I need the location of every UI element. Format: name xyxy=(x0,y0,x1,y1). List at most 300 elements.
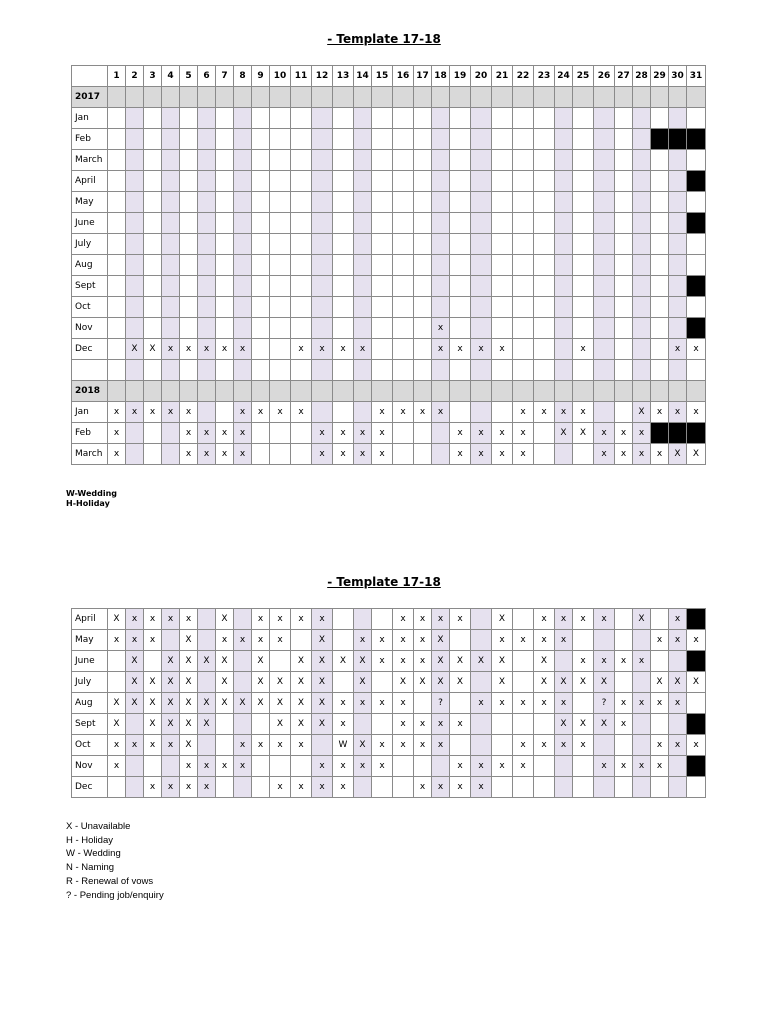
day-cell: x xyxy=(450,756,471,777)
day-cell xyxy=(333,402,354,423)
day-cell xyxy=(534,423,555,444)
day-cell: x xyxy=(573,402,594,423)
day-cell xyxy=(534,192,555,213)
day-cell xyxy=(534,318,555,339)
day-cell xyxy=(372,108,393,129)
day-cell xyxy=(234,276,252,297)
day-cell: X xyxy=(354,735,372,756)
day-cell xyxy=(312,129,333,150)
blocked-day-cell xyxy=(687,213,706,234)
day-cell xyxy=(393,756,414,777)
day-header: 2 xyxy=(126,66,144,87)
day-cell: X xyxy=(687,444,706,465)
day-cell: X xyxy=(633,609,651,630)
empty-cell xyxy=(354,381,372,402)
day-cell xyxy=(615,108,633,129)
day-cell xyxy=(633,318,651,339)
day-header: 14 xyxy=(354,66,372,87)
day-cell xyxy=(633,234,651,255)
day-cell xyxy=(234,213,252,234)
day-cell: x xyxy=(198,756,216,777)
empty-cell xyxy=(333,87,354,108)
day-cell xyxy=(651,255,669,276)
day-cell xyxy=(144,651,162,672)
day-cell xyxy=(594,777,615,798)
day-cell: x xyxy=(432,402,450,423)
day-cell xyxy=(354,213,372,234)
day-cell xyxy=(354,714,372,735)
day-cell: x xyxy=(615,651,633,672)
month-row xyxy=(72,213,706,234)
day-cell xyxy=(393,234,414,255)
day-cell: X xyxy=(492,651,513,672)
day-cell: x xyxy=(270,735,291,756)
day-cell xyxy=(180,297,198,318)
day-cell xyxy=(126,255,144,276)
day-cell xyxy=(414,423,432,444)
day-cell: X xyxy=(492,672,513,693)
day-cell xyxy=(615,735,633,756)
day-header: 1 xyxy=(108,66,126,87)
day-cell: X xyxy=(270,693,291,714)
day-cell xyxy=(333,609,354,630)
note-line: W-Wedding xyxy=(66,489,118,498)
day-cell xyxy=(534,714,555,735)
day-cell xyxy=(393,213,414,234)
day-cell: x xyxy=(651,630,669,651)
day-cell xyxy=(393,444,414,465)
empty-cell xyxy=(372,360,393,381)
day-cell: X xyxy=(594,672,615,693)
day-cell xyxy=(252,444,270,465)
day-cell: x xyxy=(126,609,144,630)
day-cell xyxy=(126,444,144,465)
day-cell xyxy=(216,297,234,318)
day-cell xyxy=(372,714,393,735)
day-cell xyxy=(471,672,492,693)
day-cell xyxy=(270,423,291,444)
day-cell xyxy=(555,108,573,129)
day-cell xyxy=(270,150,291,171)
day-cell: x xyxy=(393,402,414,423)
month-row xyxy=(72,234,706,255)
day-cell: X xyxy=(573,672,594,693)
month-row xyxy=(72,339,706,360)
day-header: 28 xyxy=(633,66,651,87)
day-cell xyxy=(555,651,573,672)
empty-cell xyxy=(252,381,270,402)
day-cell xyxy=(372,234,393,255)
empty-cell xyxy=(108,87,126,108)
day-header: 22 xyxy=(513,66,534,87)
day-header-row xyxy=(72,66,706,87)
day-cell: x xyxy=(291,339,312,360)
month-label: June xyxy=(72,651,108,672)
day-cell xyxy=(471,255,492,276)
day-cell: x xyxy=(234,735,252,756)
day-header: 7 xyxy=(216,66,234,87)
day-cell xyxy=(450,318,471,339)
day-cell: X xyxy=(180,714,198,735)
day-cell: X xyxy=(180,651,198,672)
empty-cell xyxy=(312,360,333,381)
day-cell: X xyxy=(252,651,270,672)
day-cell: X xyxy=(162,651,180,672)
day-header: 3 xyxy=(144,66,162,87)
day-cell: x xyxy=(651,402,669,423)
day-cell: x xyxy=(594,756,615,777)
day-cell: x xyxy=(312,609,333,630)
day-cell xyxy=(180,108,198,129)
day-cell: x xyxy=(333,693,354,714)
day-cell xyxy=(492,276,513,297)
day-cell xyxy=(471,402,492,423)
day-cell xyxy=(216,213,234,234)
availability-table-bottom xyxy=(71,608,706,798)
day-cell xyxy=(555,129,573,150)
day-cell xyxy=(270,651,291,672)
day-cell: x xyxy=(312,777,333,798)
day-cell: x xyxy=(669,339,687,360)
day-cell xyxy=(108,339,126,360)
day-cell xyxy=(180,276,198,297)
day-cell: x xyxy=(414,651,432,672)
blocked-day-cell xyxy=(669,423,687,444)
empty-cell xyxy=(198,381,216,402)
day-cell xyxy=(687,234,706,255)
day-cell xyxy=(492,213,513,234)
day-cell xyxy=(573,213,594,234)
day-cell xyxy=(687,255,706,276)
day-cell xyxy=(492,255,513,276)
day-cell xyxy=(270,108,291,129)
day-cell xyxy=(513,651,534,672)
day-cell xyxy=(555,777,573,798)
month-row xyxy=(72,402,706,423)
day-cell xyxy=(252,171,270,192)
empty-cell xyxy=(492,360,513,381)
day-cell xyxy=(198,255,216,276)
day-cell xyxy=(126,756,144,777)
day-cell xyxy=(432,423,450,444)
day-cell: x xyxy=(216,756,234,777)
day-cell: x xyxy=(312,423,333,444)
day-cell: x xyxy=(216,630,234,651)
day-cell xyxy=(108,192,126,213)
empty-cell xyxy=(333,360,354,381)
day-cell: x xyxy=(471,777,492,798)
day-cell xyxy=(594,735,615,756)
empty-cell xyxy=(615,87,633,108)
day-cell xyxy=(126,108,144,129)
day-cell xyxy=(291,171,312,192)
day-cell: x xyxy=(513,735,534,756)
day-cell xyxy=(687,108,706,129)
day-cell: x xyxy=(573,609,594,630)
month-row xyxy=(72,609,706,630)
empty-cell xyxy=(573,381,594,402)
day-cell xyxy=(180,318,198,339)
day-cell xyxy=(198,276,216,297)
day-cell: X xyxy=(312,672,333,693)
day-cell xyxy=(108,276,126,297)
day-cell xyxy=(291,630,312,651)
day-cell xyxy=(534,171,555,192)
day-cell xyxy=(651,777,669,798)
day-cell xyxy=(198,171,216,192)
day-cell xyxy=(573,318,594,339)
day-cell xyxy=(372,318,393,339)
day-cell: x xyxy=(651,444,669,465)
day-cell xyxy=(393,171,414,192)
day-cell xyxy=(450,171,471,192)
blocked-day-cell xyxy=(687,651,706,672)
month-label: Aug xyxy=(72,693,108,714)
day-cell xyxy=(615,672,633,693)
day-header: 19 xyxy=(450,66,471,87)
day-cell xyxy=(651,609,669,630)
day-cell xyxy=(633,297,651,318)
day-cell xyxy=(234,609,252,630)
day-cell xyxy=(312,402,333,423)
day-cell xyxy=(432,234,450,255)
blocked-day-cell xyxy=(651,129,669,150)
day-cell xyxy=(216,234,234,255)
day-cell: X xyxy=(450,651,471,672)
day-cell xyxy=(669,714,687,735)
day-cell: X xyxy=(126,339,144,360)
day-header: 30 xyxy=(669,66,687,87)
day-cell xyxy=(513,255,534,276)
day-cell xyxy=(234,297,252,318)
empty-cell xyxy=(594,87,615,108)
empty-cell xyxy=(471,381,492,402)
day-cell xyxy=(234,192,252,213)
day-cell xyxy=(555,339,573,360)
day-cell: x xyxy=(615,756,633,777)
day-cell xyxy=(180,192,198,213)
day-cell xyxy=(594,318,615,339)
month-label: Oct xyxy=(72,297,108,318)
empty-cell xyxy=(669,360,687,381)
empty-cell xyxy=(687,360,706,381)
day-cell xyxy=(471,297,492,318)
day-cell xyxy=(432,213,450,234)
day-cell xyxy=(372,276,393,297)
day-cell xyxy=(669,777,687,798)
day-cell: x xyxy=(354,693,372,714)
day-cell xyxy=(414,150,432,171)
month-row xyxy=(72,651,706,672)
day-cell xyxy=(432,444,450,465)
day-cell xyxy=(198,672,216,693)
day-cell xyxy=(633,213,651,234)
day-cell: x xyxy=(216,423,234,444)
empty-cell xyxy=(180,381,198,402)
day-cell xyxy=(594,171,615,192)
empty-cell xyxy=(594,381,615,402)
day-cell: x xyxy=(534,735,555,756)
day-cell xyxy=(492,318,513,339)
day-cell: X xyxy=(252,693,270,714)
empty-cell xyxy=(687,87,706,108)
day-cell xyxy=(471,735,492,756)
day-cell xyxy=(594,297,615,318)
day-cell: x xyxy=(471,339,492,360)
day-header: 24 xyxy=(555,66,573,87)
day-cell xyxy=(450,735,471,756)
day-cell xyxy=(471,630,492,651)
day-cell: x xyxy=(633,693,651,714)
day-cell xyxy=(414,255,432,276)
day-cell: x xyxy=(234,402,252,423)
day-cell xyxy=(372,339,393,360)
day-cell xyxy=(270,213,291,234)
day-cell: x xyxy=(252,630,270,651)
header-corner xyxy=(72,66,108,87)
day-cell: x xyxy=(234,756,252,777)
day-cell: X xyxy=(432,651,450,672)
day-cell xyxy=(144,255,162,276)
day-cell xyxy=(144,234,162,255)
day-cell: x xyxy=(555,693,573,714)
day-cell xyxy=(393,150,414,171)
day-cell xyxy=(573,234,594,255)
day-cell xyxy=(633,339,651,360)
day-cell xyxy=(513,714,534,735)
empty-cell xyxy=(651,87,669,108)
day-cell xyxy=(216,735,234,756)
month-row xyxy=(72,150,706,171)
empty-cell xyxy=(372,87,393,108)
day-cell xyxy=(108,234,126,255)
empty-cell xyxy=(432,360,450,381)
day-cell: X xyxy=(312,714,333,735)
day-cell xyxy=(333,192,354,213)
empty-cell xyxy=(144,87,162,108)
day-cell xyxy=(270,234,291,255)
day-cell: x xyxy=(234,339,252,360)
day-cell xyxy=(492,735,513,756)
day-cell xyxy=(108,171,126,192)
day-cell: x xyxy=(126,630,144,651)
day-cell xyxy=(615,192,633,213)
day-cell xyxy=(198,609,216,630)
blocked-day-cell xyxy=(687,423,706,444)
day-cell: x xyxy=(333,339,354,360)
day-cell xyxy=(534,150,555,171)
empty-cell xyxy=(594,360,615,381)
day-cell: x xyxy=(372,735,393,756)
day-cell: x xyxy=(234,444,252,465)
day-cell: x xyxy=(651,693,669,714)
day-cell: x xyxy=(450,423,471,444)
day-cell: x xyxy=(162,777,180,798)
day-cell xyxy=(534,756,555,777)
day-cell xyxy=(555,255,573,276)
day-cell xyxy=(216,255,234,276)
day-cell xyxy=(669,213,687,234)
empty-cell xyxy=(270,381,291,402)
empty-cell xyxy=(144,360,162,381)
day-cell xyxy=(651,192,669,213)
day-cell: x xyxy=(180,609,198,630)
day-cell: x xyxy=(450,777,471,798)
day-cell: x xyxy=(354,339,372,360)
day-cell xyxy=(291,756,312,777)
month-label: Oct xyxy=(72,735,108,756)
day-cell xyxy=(432,756,450,777)
day-header: 5 xyxy=(180,66,198,87)
month-label: Dec xyxy=(72,777,108,798)
day-cell xyxy=(450,234,471,255)
empty-cell xyxy=(393,87,414,108)
day-cell xyxy=(126,714,144,735)
month-label: Jan xyxy=(72,402,108,423)
empty-cell xyxy=(216,360,234,381)
empty-cell xyxy=(180,87,198,108)
day-cell: x xyxy=(354,630,372,651)
day-cell xyxy=(594,234,615,255)
day-cell xyxy=(393,339,414,360)
day-cell xyxy=(270,276,291,297)
day-cell xyxy=(108,108,126,129)
day-cell xyxy=(450,255,471,276)
day-cell: x xyxy=(492,444,513,465)
day-cell xyxy=(180,150,198,171)
day-cell xyxy=(162,423,180,444)
day-cell xyxy=(108,213,126,234)
day-cell xyxy=(594,276,615,297)
day-cell xyxy=(372,129,393,150)
day-cell xyxy=(354,402,372,423)
day-header: 29 xyxy=(651,66,669,87)
day-cell: X xyxy=(432,630,450,651)
day-cell: X xyxy=(180,693,198,714)
blocked-day-cell xyxy=(687,609,706,630)
month-label: March xyxy=(72,444,108,465)
day-cell: x xyxy=(450,444,471,465)
day-cell xyxy=(594,255,615,276)
empty-cell xyxy=(450,360,471,381)
month-label: Jan xyxy=(72,108,108,129)
day-cell: X xyxy=(144,693,162,714)
empty-cell xyxy=(669,381,687,402)
day-cell: X xyxy=(669,444,687,465)
day-cell xyxy=(432,150,450,171)
day-cell xyxy=(669,171,687,192)
day-cell: X xyxy=(555,672,573,693)
empty-cell xyxy=(513,381,534,402)
day-cell xyxy=(573,255,594,276)
day-cell xyxy=(126,318,144,339)
day-cell: x xyxy=(393,693,414,714)
empty-cell xyxy=(291,381,312,402)
month-row xyxy=(72,714,706,735)
day-cell: X xyxy=(162,672,180,693)
empty-cell xyxy=(393,381,414,402)
day-cell xyxy=(393,192,414,213)
day-cell: X xyxy=(354,651,372,672)
day-cell: x xyxy=(414,777,432,798)
day-cell: x xyxy=(633,651,651,672)
day-cell xyxy=(162,129,180,150)
day-cell: X xyxy=(180,630,198,651)
day-cell xyxy=(414,171,432,192)
month-row xyxy=(72,255,706,276)
day-cell xyxy=(354,150,372,171)
day-cell xyxy=(513,213,534,234)
